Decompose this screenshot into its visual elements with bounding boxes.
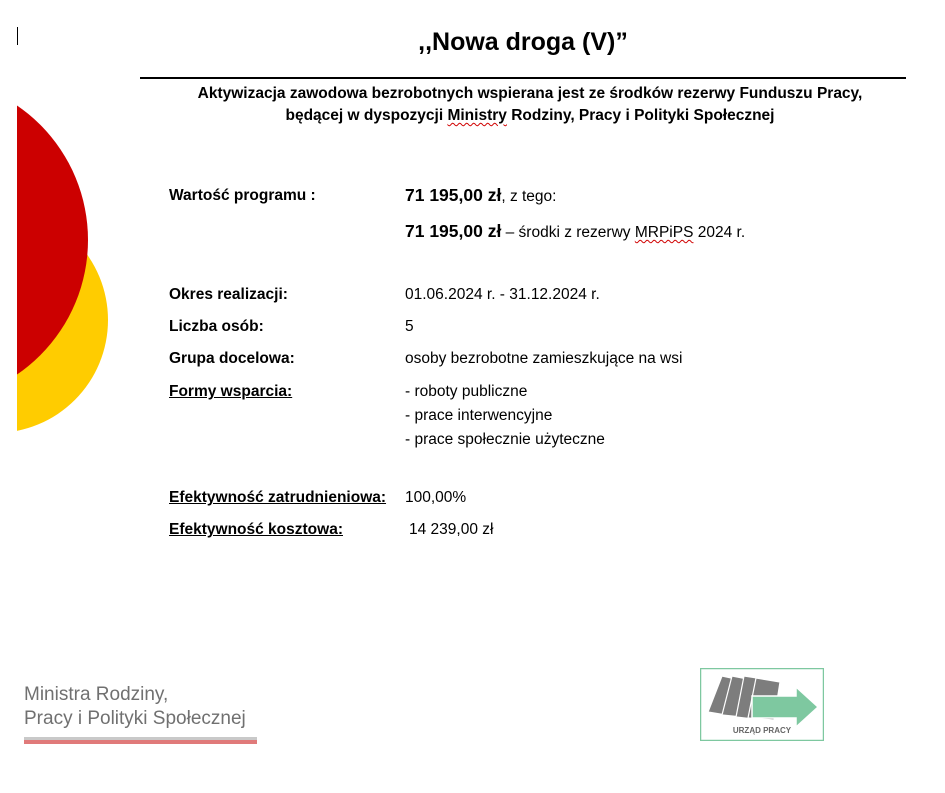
subtitle-line-1: Aktywizacja zawodowa bezrobotnych wspierana jest ze środków rezerwy Funduszu Pracy, <box>197 85 863 102</box>
group-value: osoby bezrobotne zamieszkujące na wsi <box>405 350 683 367</box>
subtitle-line-2: będącej w dyspozycji Ministry Rodziny, Pracy i Polityki Społecznej <box>285 107 775 124</box>
form-item: - prace społecznie użyteczne <box>405 431 605 448</box>
title-rule <box>140 77 906 79</box>
spelling-mark: MRPiPS <box>634 224 694 241</box>
urzad-pracy-logo <box>700 668 824 741</box>
employment-label: Efektywność zatrudnieniowa: <box>169 489 387 506</box>
period-label: Okres realizacji: <box>169 286 288 303</box>
text-cursor <box>17 27 18 45</box>
ministry-logo-text: Ministra Rodziny, Pracy i Polityki Społecznej <box>24 684 246 729</box>
people-value: 5 <box>405 318 414 335</box>
period-value: 01.06.2024 r. - 31.12.2024 r. <box>405 286 600 303</box>
form-item: - prace interwencyjne <box>405 407 553 424</box>
people-label: Liczba osób: <box>169 318 264 335</box>
decorative-circles <box>0 100 120 460</box>
ministry-logo-bar <box>24 737 257 744</box>
cost-value: 14 239,00 zł <box>409 521 494 538</box>
value-label: Wartość programu : <box>169 187 316 204</box>
cost-label: Efektywność kosztowa: <box>169 521 343 538</box>
reserve-line: 71 195,00 zł – środki z rezerwy MRPiPS 2024 r. <box>405 221 746 241</box>
form-item: - roboty publiczne <box>405 383 528 400</box>
forms-list <box>405 383 605 455</box>
value-amount-line: 71 195,00 zł, z tego: <box>405 185 557 205</box>
spelling-mark: Ministry <box>447 107 507 124</box>
forms-label: Formy wsparcia: <box>169 383 293 400</box>
group-label: Grupa docelowa: <box>169 350 295 367</box>
subtitle <box>150 83 910 127</box>
logo-text: URZĄD PRACY <box>732 726 792 735</box>
employment-value: 100,00% <box>405 489 467 506</box>
page-title: ,,Nowa droga (V)” <box>418 28 628 56</box>
